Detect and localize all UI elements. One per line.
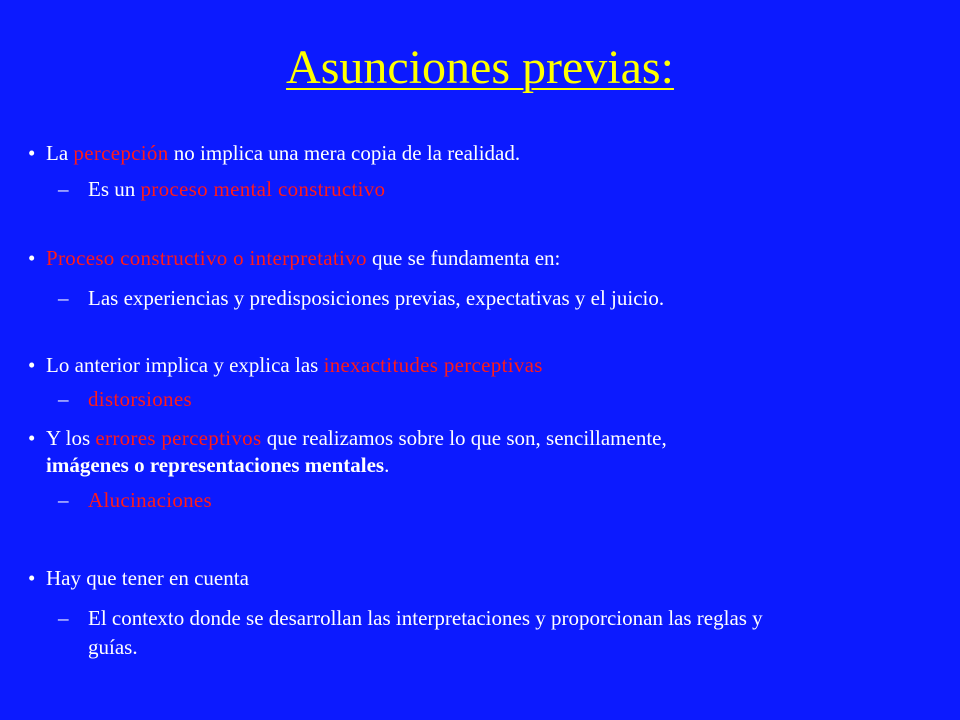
highlight: errores perceptivos: [95, 426, 262, 450]
slide-title: Asunciones previas:: [286, 41, 674, 94]
highlight: percepción: [73, 141, 169, 165]
text: Las experiencias y predisposiciones previas, expectativas y el juicio.: [88, 286, 665, 310]
bullet-icon: •: [28, 246, 36, 270]
highlight: Proceso constructivo o interpretativo: [46, 246, 367, 270]
bullet-proceso-constructivo: [46, 245, 560, 271]
dash-icon: –: [58, 177, 69, 201]
bullet-icon: •: [28, 353, 36, 377]
text: que se fundamenta en:: [366, 246, 561, 270]
text: Lo anterior implica y explica las: [46, 353, 324, 377]
bullet-errores-perceptivos: [46, 425, 667, 451]
bold-text: imágenes o representaciones mentales: [46, 453, 385, 477]
dash-icon: –: [58, 387, 69, 411]
text: La: [46, 141, 74, 165]
text: guías.: [88, 635, 138, 659]
bullet-icon: •: [28, 426, 36, 450]
bullet-percepcion: [46, 140, 520, 166]
subbullet-experiencias: [88, 285, 664, 311]
dash-icon: –: [58, 488, 69, 512]
text: Es un: [88, 177, 141, 201]
subbullet-contexto: [88, 605, 763, 631]
subbullet-contexto-line2: [88, 634, 138, 660]
text: Hay que tener en cuenta: [46, 566, 249, 590]
text: Y los: [46, 426, 96, 450]
bullet-errores-perceptivos-line2: [46, 452, 389, 478]
subbullet-alucinaciones: [88, 487, 212, 513]
text: que realizamos sobre lo que son, sencillamente,: [261, 426, 667, 450]
highlight: Alucinaciones: [88, 488, 213, 512]
highlight: inexactitudes perceptivas: [323, 353, 543, 377]
bullet-icon: •: [28, 566, 36, 590]
bullet-hay-que-tener: [46, 565, 249, 591]
text: El contexto donde se desarrollan las interpretaciones y proporcionan las reglas y: [88, 606, 763, 630]
bullet-icon: •: [28, 141, 36, 165]
subbullet-distorsiones: [88, 386, 192, 412]
subbullet-proceso-mental: [88, 176, 385, 202]
dash-icon: –: [58, 606, 69, 630]
highlight: distorsiones: [88, 387, 192, 411]
highlight: proceso mental constructivo: [140, 177, 386, 201]
text: .: [384, 453, 390, 477]
bullet-inexactitudes: [46, 352, 543, 378]
dash-icon: –: [58, 286, 69, 310]
text: no implica una mera copia de la realidad.: [168, 141, 521, 165]
